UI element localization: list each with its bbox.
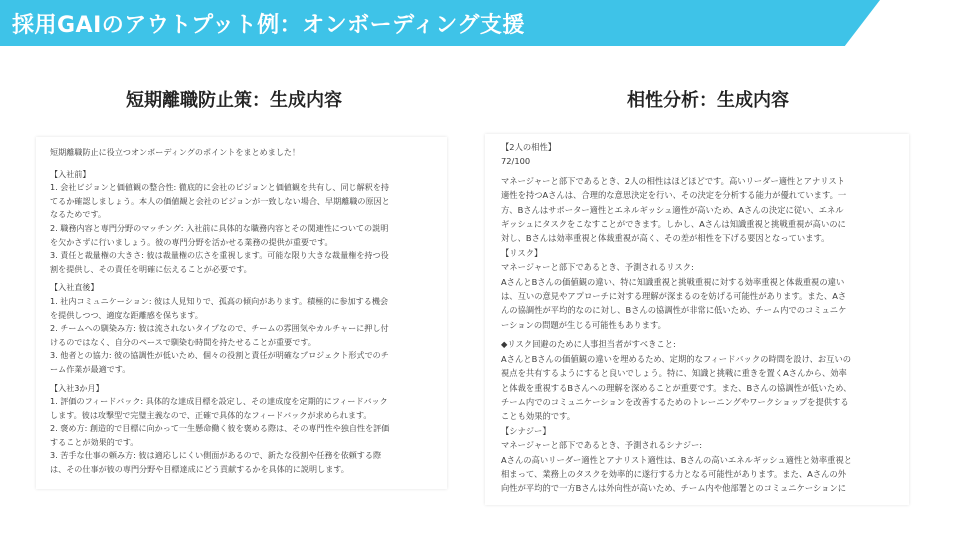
risk-title: 【リスク】 bbox=[501, 247, 543, 258]
section-line: は、その仕事が彼の専門分野や目標達成にどう貢献するかを具体的に説明します。 bbox=[50, 464, 349, 475]
section-line: ーム作業が最適です。 bbox=[50, 363, 131, 374]
section-line: を欠かさずに行いましょう。彼の専門分野を活かせる業務の提供が重要です。 bbox=[50, 236, 333, 247]
hr-action-line: AさんとBさんの価値観の違いを埋めるため、定期的なフィードバックの時間を設け、お互いの bbox=[501, 353, 852, 364]
hr-action-line: チーム内でのコミュニケーションを改善するためのトレーニングやワークショップを提供する bbox=[501, 396, 849, 407]
score-line: ギッシュにタスクをこなすことができます。しかし、Aさんは知識重視と挑戦重視が高いのに bbox=[501, 219, 846, 230]
score-value: 72/100 bbox=[501, 156, 531, 167]
section-line: 3. 責任と裁量権の大きさ: 彼は裁量権の広さを重視します。可能な限り大きな裁量権を持つ役 bbox=[50, 250, 389, 261]
section-line: 2. 褒め方: 創造的で目標に向かって一生懸命働く彼を褒める際は、その専門性や独自性を評価 bbox=[50, 423, 390, 434]
synergy-line: 相まって、業務上のタスクを効率的に遂行する力となる可能性があります。また、Aさんの外 bbox=[501, 468, 847, 479]
left-heading: 短期離職防止策：生成内容 bbox=[126, 90, 342, 111]
score-line: 適性を持つAさんは、合理的な意思決定を行い、その決定を分析する能力が優れています。一 bbox=[501, 190, 847, 201]
section-title: 【入社3か月】 bbox=[50, 382, 104, 393]
hr-action-line: と体裁を重視するBさんへの理解を深めることが重要です。また、Bさんの協調性が低いため、 bbox=[501, 382, 852, 393]
hr-action-title: ◆リスク回避のために人事担当者がすべきこと: bbox=[501, 339, 676, 350]
hr-action-line: ことも効果的です。 bbox=[501, 411, 576, 422]
section-line: 1. 評価のフィードバック: 具体的な達成目標を設定し、その達成度を定期的にフィードバック bbox=[50, 396, 388, 407]
intro-text: 短期離職防止に役立つオンボーディングのポイントをまとめました！ bbox=[50, 147, 301, 157]
risk-line: んの協調性が平均的なのに対し、Bさんの協調性が非常に低いため、チーム内でのコミュニケ bbox=[501, 305, 847, 316]
compatibility-output-panel bbox=[485, 134, 909, 505]
risk-line: マネージャーと部下であるとき、予測されるリスク: bbox=[501, 262, 694, 273]
risk-line: AさんとBさんの価値観の違い、特に知識重視と挑戦重視に対する効率重視と体裁重視の違い bbox=[501, 276, 845, 287]
section-title: 【入社前】 bbox=[50, 168, 91, 179]
section-line: てるか確認しましょう。本人の価値観と会社のビジョンが一致しない場合、早期離職の原因と bbox=[50, 195, 390, 206]
section-line: 1. 社内コミュニケーション: 彼は人見知りで、孤高の傾向があります。積極的に参加する機会 bbox=[50, 295, 389, 306]
synergy-title: 【シナジー】 bbox=[501, 425, 551, 436]
synergy-line: マネージャーと部下であるとき、予測されるシナジー: bbox=[501, 440, 703, 451]
hr-action-line: 視点を共有するようにすると良いでしょう。特に、知識と挑戦に重きを置くAさんから、効率 bbox=[501, 368, 847, 379]
score-line: 対し、Bさんは効率重視と体裁重視が高く、その差が相性を下げる要因となっています。 bbox=[501, 233, 830, 244]
section-line: 割を提供し、その責任を明確に伝えることが必要です。 bbox=[50, 263, 252, 274]
section-line: 3. 他者との協力: 彼の協調性が低いため、個々の役割と責任が明確なプロジェクト形式でのチ bbox=[50, 350, 389, 361]
risk-line: ーションの問題が生じる可能性もあります。 bbox=[501, 319, 666, 330]
section-line: します。彼は攻撃型で完璧主義なので、正確で具体的なフィードバックが求められます。 bbox=[50, 409, 372, 420]
score-title: 【2人の相性】 bbox=[501, 142, 557, 152]
section-line: 2. チームへの馴染み方: 彼は流されないタイプなので、チームの雰囲気やカルチャーに押し付 bbox=[50, 323, 389, 334]
score-line: 方、Bさんはサポーター適性とエネルギッシュ適性が高いため、Aさんの決定に従い、エネル bbox=[501, 204, 844, 215]
score-line: マネージャーと部下であるとき、2人の相性はほどほどです。高いリーダー適性とアナリスト bbox=[501, 175, 845, 186]
onboarding-output-panel bbox=[36, 137, 447, 489]
section-line: 1. 会社ビジョンと価値観の整合性: 徹底的に会社のビジョンと価値観を共有し、同じ解釈を持 bbox=[50, 182, 390, 193]
synergy-line: Aさんの高いリーダー適性とアナリスト適性は、Bさんの高いエネルギッシュ適性と効率重視と bbox=[501, 454, 853, 465]
section-line: なるためです。 bbox=[50, 209, 107, 220]
risk-line: は、互いの意見やアプローチに対する理解が深まるのを妨げる可能性があります。また、Aさ bbox=[501, 291, 847, 302]
section-line: することが効果的です。 bbox=[50, 436, 139, 447]
page-title: 採用GAIのアウトプット例：オンボーディング支援 bbox=[12, 13, 525, 38]
right-heading: 相性分析：生成内容 bbox=[627, 90, 789, 111]
section-line: けるのではなく、自分のペースで馴染む時間を持たせることが重要です。 bbox=[50, 336, 316, 347]
section-line: 2. 職務内容と専門分野のマッチング: 入社前に具体的な職務内容とその関連性についての説明 bbox=[50, 222, 389, 233]
section-line: を提供しつつ、適度な距離感を保ちます。 bbox=[50, 309, 203, 320]
section-line: 3. 苦手な仕事の頼み方: 彼は適応しにくい側面があるので、新たな役割や任務を依頼する際 bbox=[50, 450, 382, 461]
section-title: 【入社直後】 bbox=[50, 282, 99, 293]
synergy-line: 向性が平均的で一方Bさんは外向性が高いため、チーム内や他部署とのコミュニケーションに bbox=[501, 483, 847, 494]
